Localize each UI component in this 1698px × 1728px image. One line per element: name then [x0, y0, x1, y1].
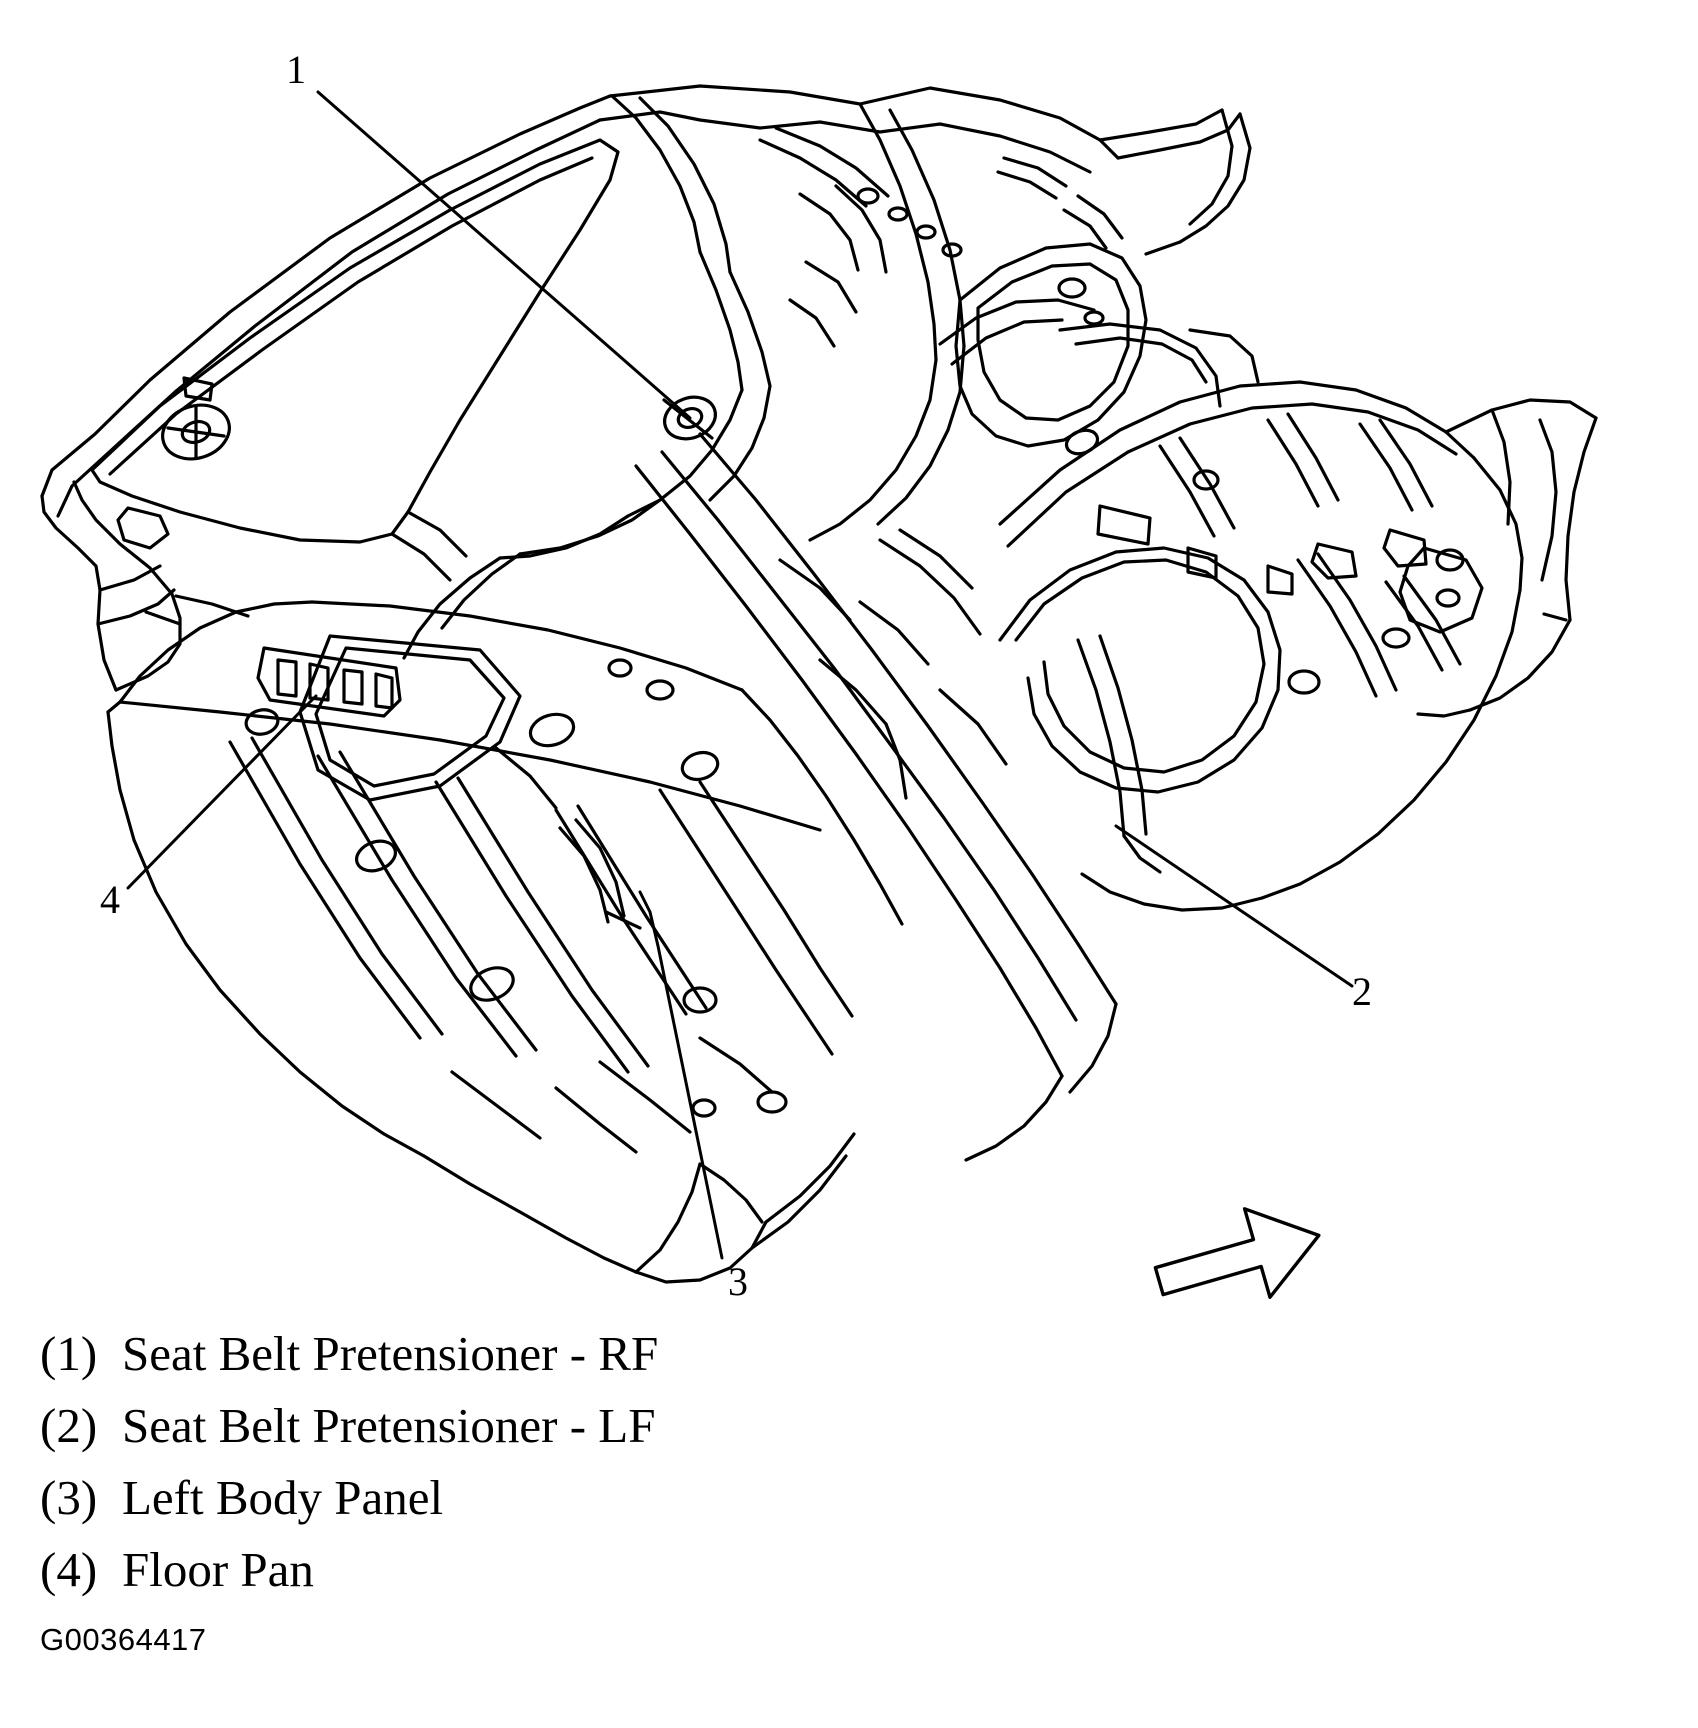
legend-label-4: Floor Pan: [122, 1542, 314, 1597]
legend-index-2: (2): [40, 1398, 98, 1453]
legend-label-3: Left Body Panel: [122, 1470, 444, 1525]
legend-item-2: [40, 1390, 840, 1462]
callout-number-4: 4: [100, 877, 120, 922]
legend-index-3: (3): [40, 1470, 98, 1525]
callout-number-3: 3: [728, 1259, 748, 1304]
figure-id-label: G00364417: [40, 1622, 207, 1657]
legend-label-1: Seat Belt Pretensioner - RF: [122, 1326, 659, 1381]
legend: [40, 1318, 840, 1606]
legend-label-2: Seat Belt Pretensioner - LF: [122, 1398, 656, 1453]
legend-index-4: (4): [40, 1542, 98, 1597]
callout-number-1: 1: [286, 47, 306, 92]
legend-item-3: [40, 1462, 840, 1534]
legend-item-4: [40, 1534, 840, 1606]
legend-index-1: (1): [40, 1326, 98, 1381]
legend-item-1: [40, 1318, 840, 1390]
callout-number-2: 2: [1352, 969, 1372, 1014]
